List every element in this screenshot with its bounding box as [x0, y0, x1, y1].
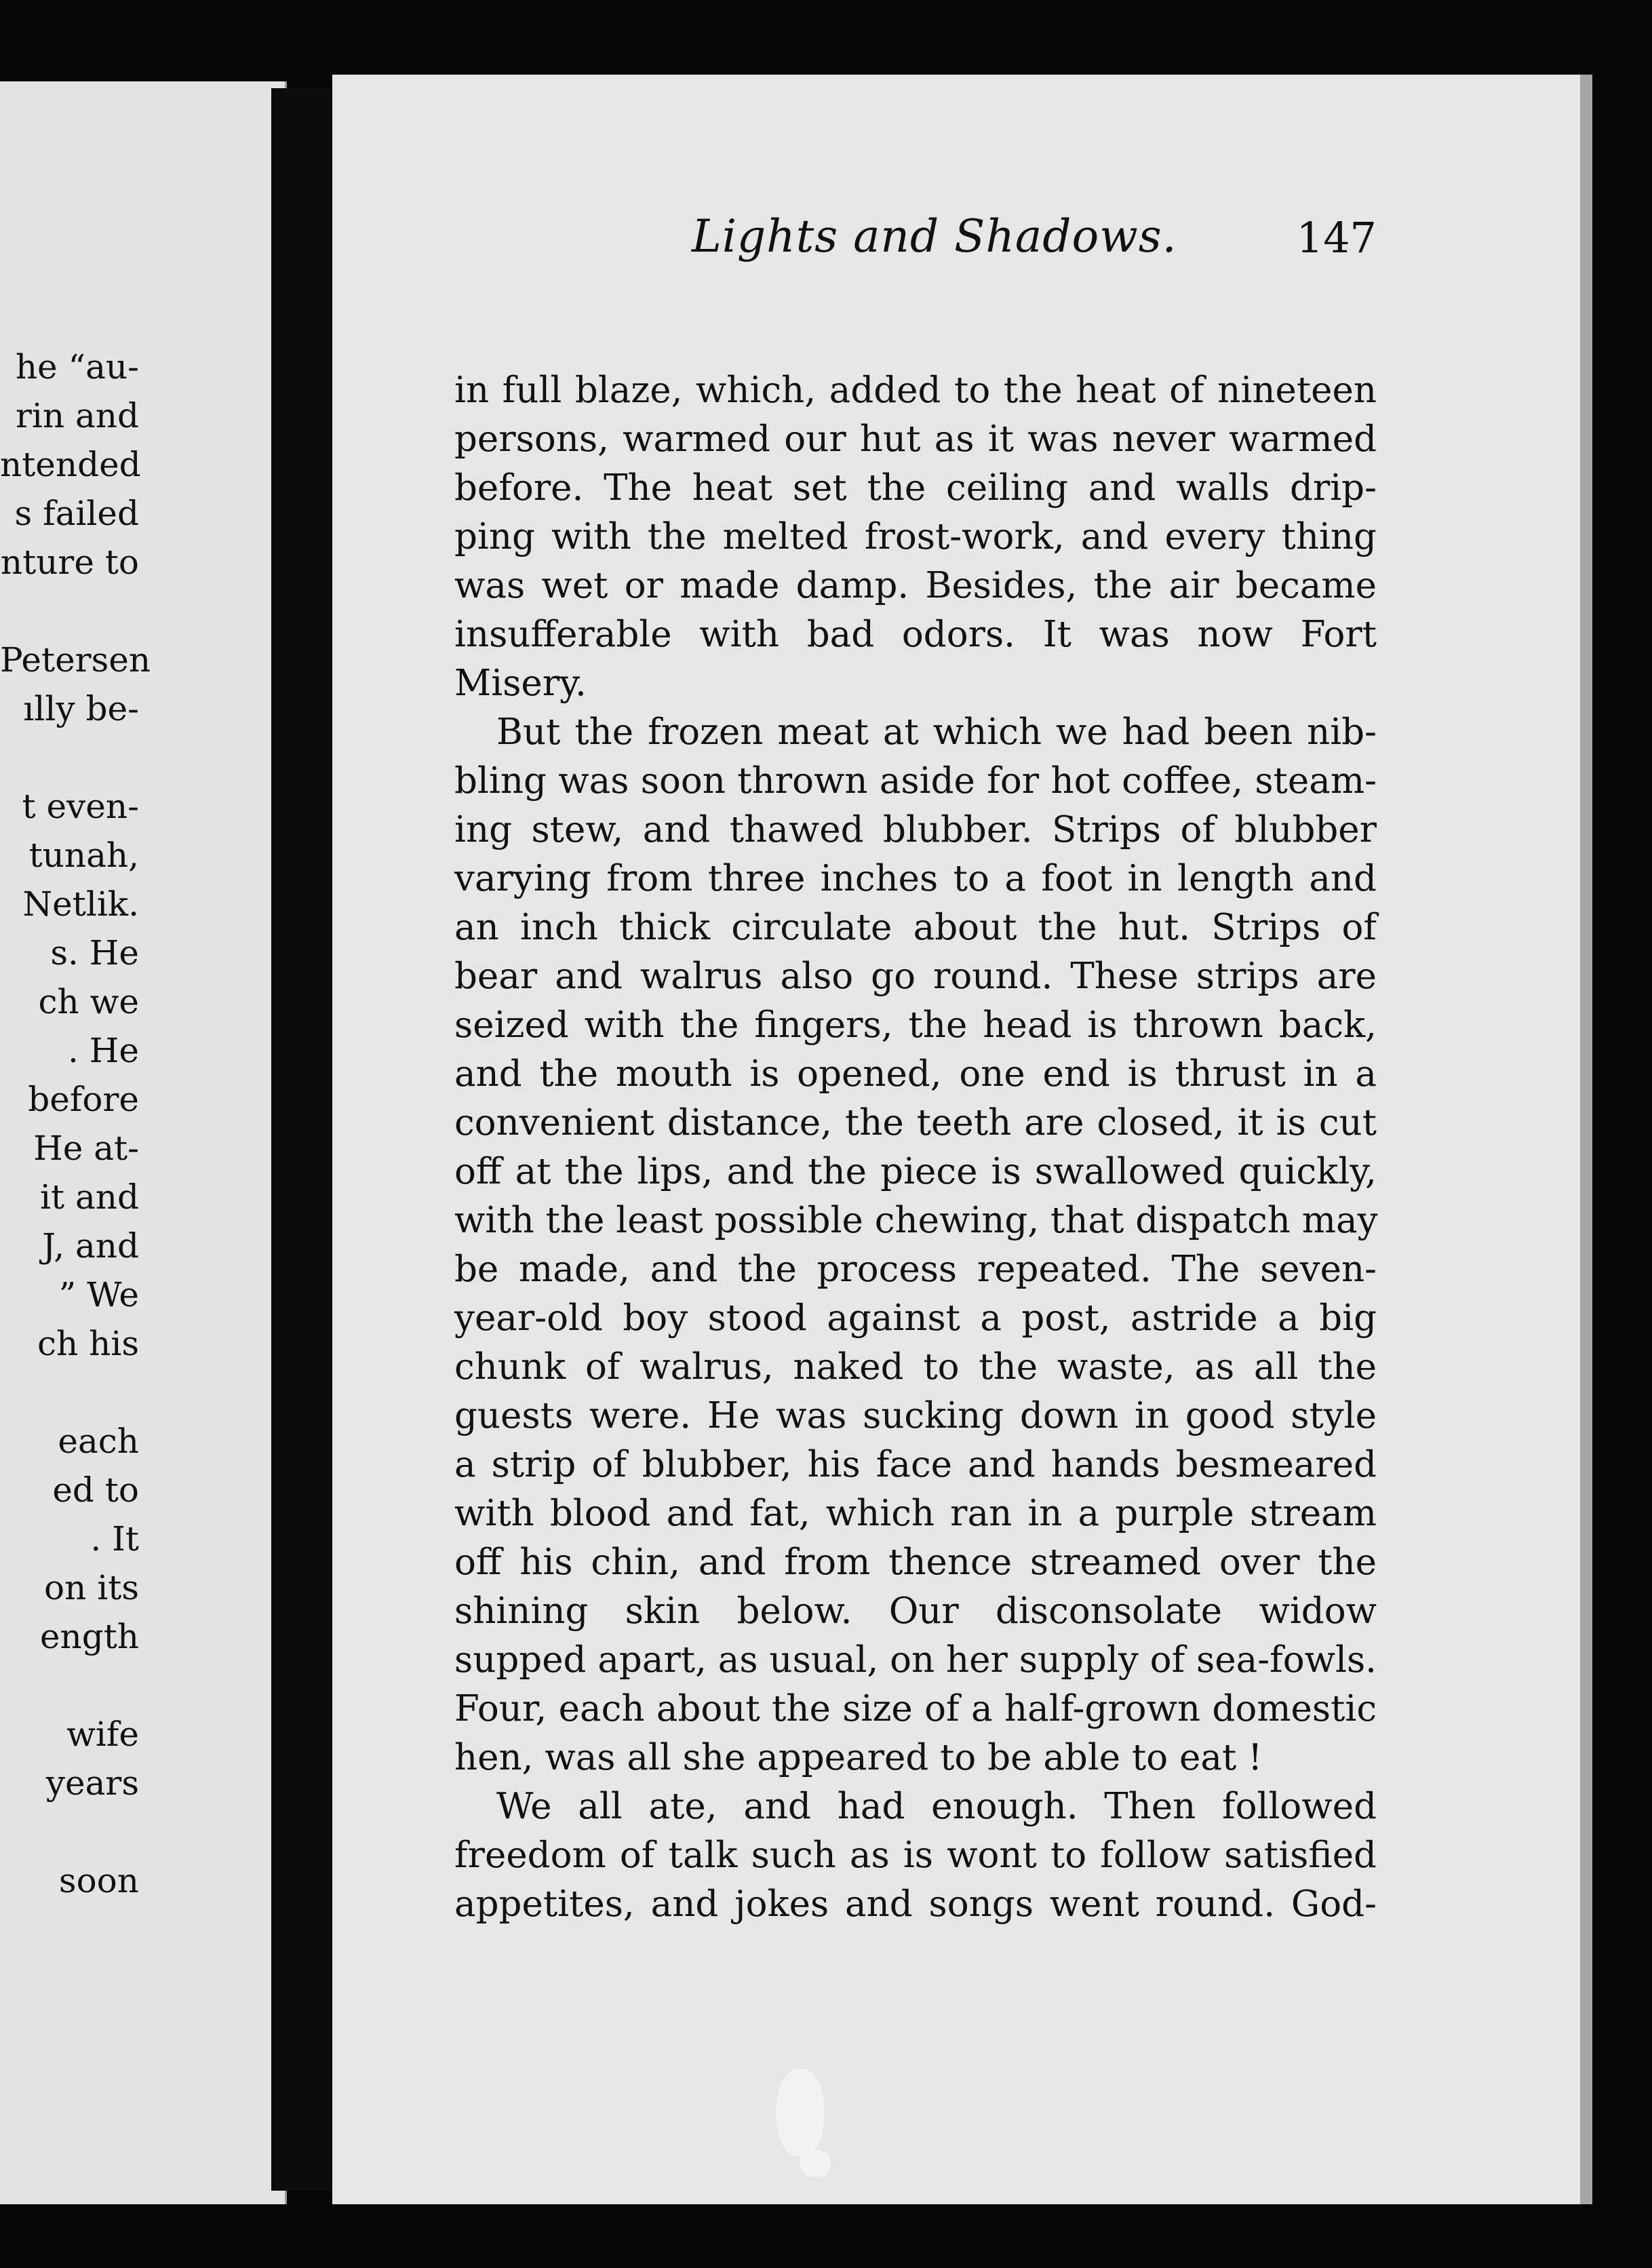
left-page-text [0, 343, 285, 1905]
text-line: bling was soon thrown aside for hot coffee, steam- [454, 760, 1377, 802]
text-line: But the frozen meat at which we had been nib- [496, 711, 1377, 753]
left-line: he “au- [15, 347, 139, 387]
text-line: insufferable with bad odors. It was now Fort [454, 614, 1377, 655]
page-header [692, 210, 1377, 278]
left-line: ntended [0, 445, 141, 484]
left-line: ength [39, 1617, 139, 1656]
text-line: a strip of blubber, his face and hands besmeared [454, 1444, 1377, 1485]
book-gutter [271, 88, 332, 2191]
left-line [0, 1661, 285, 1710]
left-line: He at- [33, 1129, 139, 1168]
text-line: be made, and the process repeated. The seven- [454, 1249, 1377, 1290]
left-line: s. He [50, 933, 139, 973]
text-line: an inch thick circulate about the hut. Strips of [454, 907, 1377, 948]
text-line: before. The heat set the ceiling and walls drip- [454, 467, 1377, 509]
left-line: soon [58, 1861, 139, 1900]
text-line: with blood and fat, which ran in a purple stream [454, 1493, 1377, 1534]
left-line: Petersen [0, 640, 151, 680]
text-line: year-old boy stood against a post, astride a big [454, 1297, 1377, 1339]
left-line: years [45, 1763, 139, 1803]
text-line: and the mouth is opened, one end is thrust in a [454, 1053, 1377, 1095]
text-line: ing stew, and thawed blubber. Strips of blubber [454, 809, 1377, 850]
left-line: each [58, 1422, 139, 1461]
text-line: chunk of walrus, naked to the waste, as all the [454, 1346, 1377, 1388]
left-line: before [28, 1080, 139, 1119]
text-line: shining skin below. Our disconsolate widow [454, 1590, 1377, 1632]
page-edge [1580, 75, 1592, 2204]
scan-blemish [800, 2150, 831, 2177]
left-line: tunah, [28, 836, 139, 875]
text-line: appetites, and jokes and songs went round. God- [454, 1883, 1377, 1925]
left-line: Netlik. [22, 884, 139, 924]
scan-blemish [776, 2069, 824, 2157]
left-line: wife [66, 1715, 139, 1754]
text-line: with the least possible chewing, that dispatch may [454, 1200, 1378, 1241]
running-head: Lights and Shadows. [692, 210, 1177, 262]
text-line: persons, warmed our hut as it was never warmed [454, 418, 1377, 460]
text-line: hen, was all she appeared to be able to eat ! [454, 1737, 1263, 1778]
left-line: ” We [58, 1275, 139, 1314]
left-line: J, and [42, 1226, 139, 1266]
text-line: seized with the fingers, the head is thrown back, [454, 1004, 1377, 1046]
left-line: s failed [14, 494, 139, 533]
left-line: it and [40, 1177, 139, 1217]
left-line [0, 1807, 285, 1856]
left-line: . It [90, 1519, 139, 1559]
text-line: bear and walrus also go round. These strips are [454, 956, 1377, 997]
text-line: supped apart, as usual, on her supply of sea-fowls. [454, 1639, 1377, 1681]
left-line: ch his [37, 1324, 139, 1363]
body-text [454, 366, 1377, 1929]
text-line: varying from three inches to a foot in length and [454, 858, 1377, 899]
left-line: rin and [15, 396, 139, 435]
left-line [0, 1368, 285, 1417]
left-line: ılly be- [23, 689, 139, 728]
text-line: in full blaze, which, added to the heat of nineteen [454, 370, 1377, 411]
text-line: Misery. [454, 663, 587, 704]
left-line: . He [68, 1031, 139, 1070]
text-line: Four, each about the size of a half-grown domestic [454, 1688, 1377, 1729]
text-line: ping with the melted frost-work, and every thing [454, 516, 1377, 558]
left-line: ed to [52, 1470, 139, 1510]
text-line: off at the lips, and the piece is swallowed quickly, [454, 1151, 1377, 1192]
left-line [0, 587, 285, 636]
left-line [0, 733, 285, 782]
left-line: t even- [22, 787, 139, 826]
text-line: convenient distance, the teeth are closed, it is cut [454, 1102, 1377, 1143]
text-line: freedom of talk such as is wont to follow satisfied [454, 1835, 1377, 1876]
text-line: off his chin, and from thence streamed over the [454, 1542, 1377, 1583]
text-line: guests were. He was sucking down in good style [454, 1395, 1377, 1436]
left-line: ch we [38, 982, 139, 1021]
page-number: 147 [1296, 213, 1377, 262]
left-line: on its [44, 1568, 139, 1607]
text-line: was wet or made damp. Besides, the air became [454, 565, 1377, 606]
left-line: nture to [0, 543, 139, 582]
text-line: We all ate, and had enough. Then followed [496, 1786, 1377, 1827]
